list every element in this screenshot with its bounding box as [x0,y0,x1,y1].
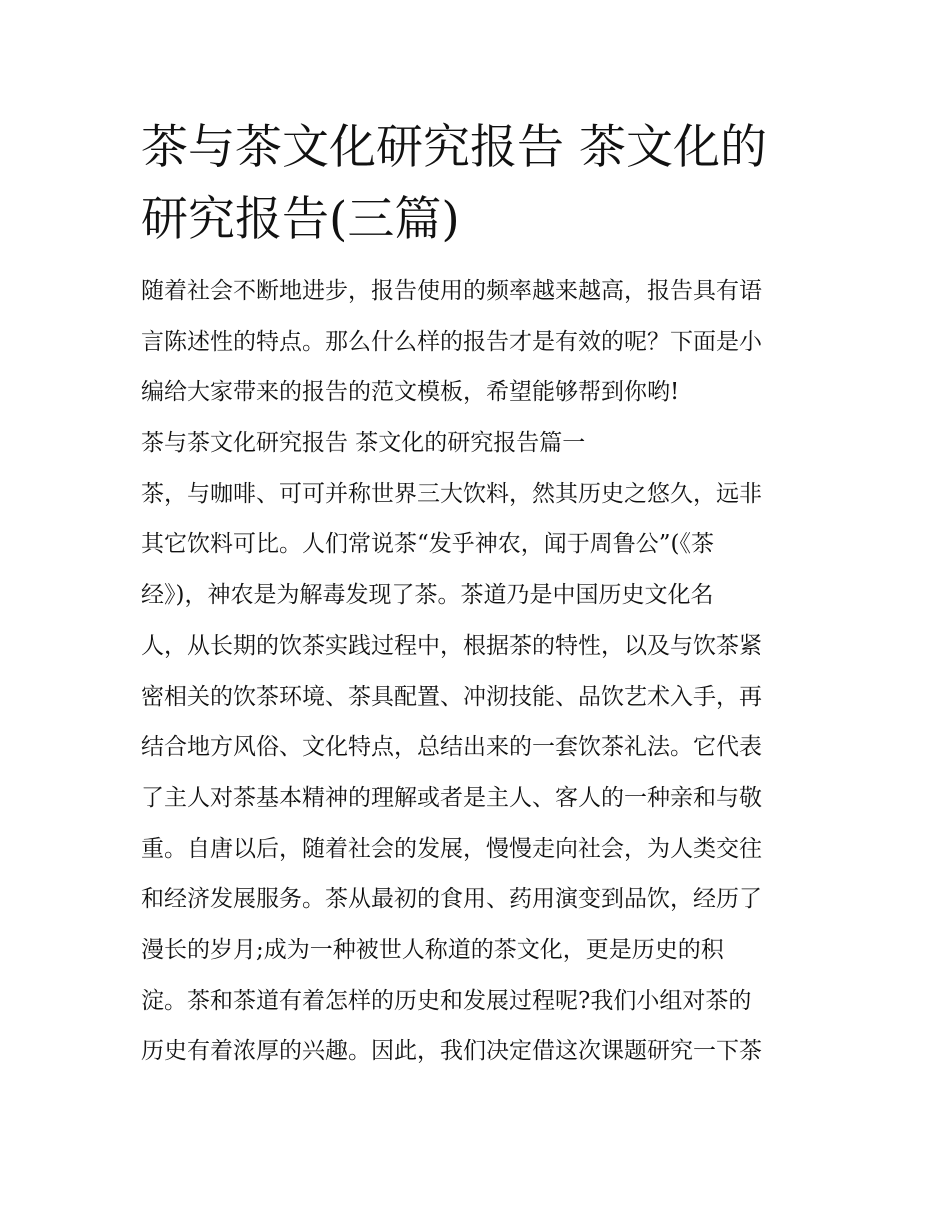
body-line: 漫长的岁月;成为一种被世人称道的茶文化，更是历史的积 [141,936,724,963]
section-heading: 茶与茶文化研究报告 茶文化的研究报告篇一 [141,430,586,457]
body-line: 经》)，神农是为解毒发现了茶。茶道乃是中国历史文化名 [141,582,714,609]
body-line: 其它饮料可比。人们常说茶“发乎神农，闻于周鲁公”(《茶 [141,531,714,558]
title-line: 茶与茶文化研究报告 茶文化的 [141,120,767,175]
body-line: 密相关的饮茶环境、茶具配置、冲沏技能、品饮艺术入手，再 [141,683,762,710]
body-line: 编给大家带来的报告的范文模板，希望能够帮到你哟! [141,379,680,406]
body-line: 和经济发展服务。茶从最初的食用、药用演变到品饮，经历了 [141,886,762,913]
body-line: 言陈述性的特点。那么什么样的报告才是有效的呢？下面是小 [141,328,762,355]
document-title [141,112,816,256]
body-line: 重。自唐以后，随着社会的发展，慢慢走向社会，为人类交往 [141,835,762,862]
title-line: 研究报告(三篇) [141,192,460,247]
body-line: 人，从长期的饮茶实践过程中，根据茶的特性，以及与饮茶紧 [141,632,762,659]
body-line: 结合地方风俗、文化特点，总结出来的一套饮茶礼法。它代表 [141,734,762,761]
document-body [141,266,816,1077]
body-line: 茶，与咖啡、可可并称世界三大饮料，然其历史之悠久，远非 [141,480,762,507]
body-line: 随着社会不断地进步，报告使用的频率越来越高，报告具有语 [141,278,762,304]
body-line: 淀。茶和茶道有着怎样的历史和发展过程呢?我们小组对茶的 [141,987,752,1014]
body-line: 了主人对茶基本精神的理解或者是主人、客人的一种亲和与敬 [141,784,762,811]
document-content [141,112,816,1077]
body-line: 历史有着浓厚的兴趣。因此，我们决定借这次课题研究一下茶 [141,1038,762,1065]
